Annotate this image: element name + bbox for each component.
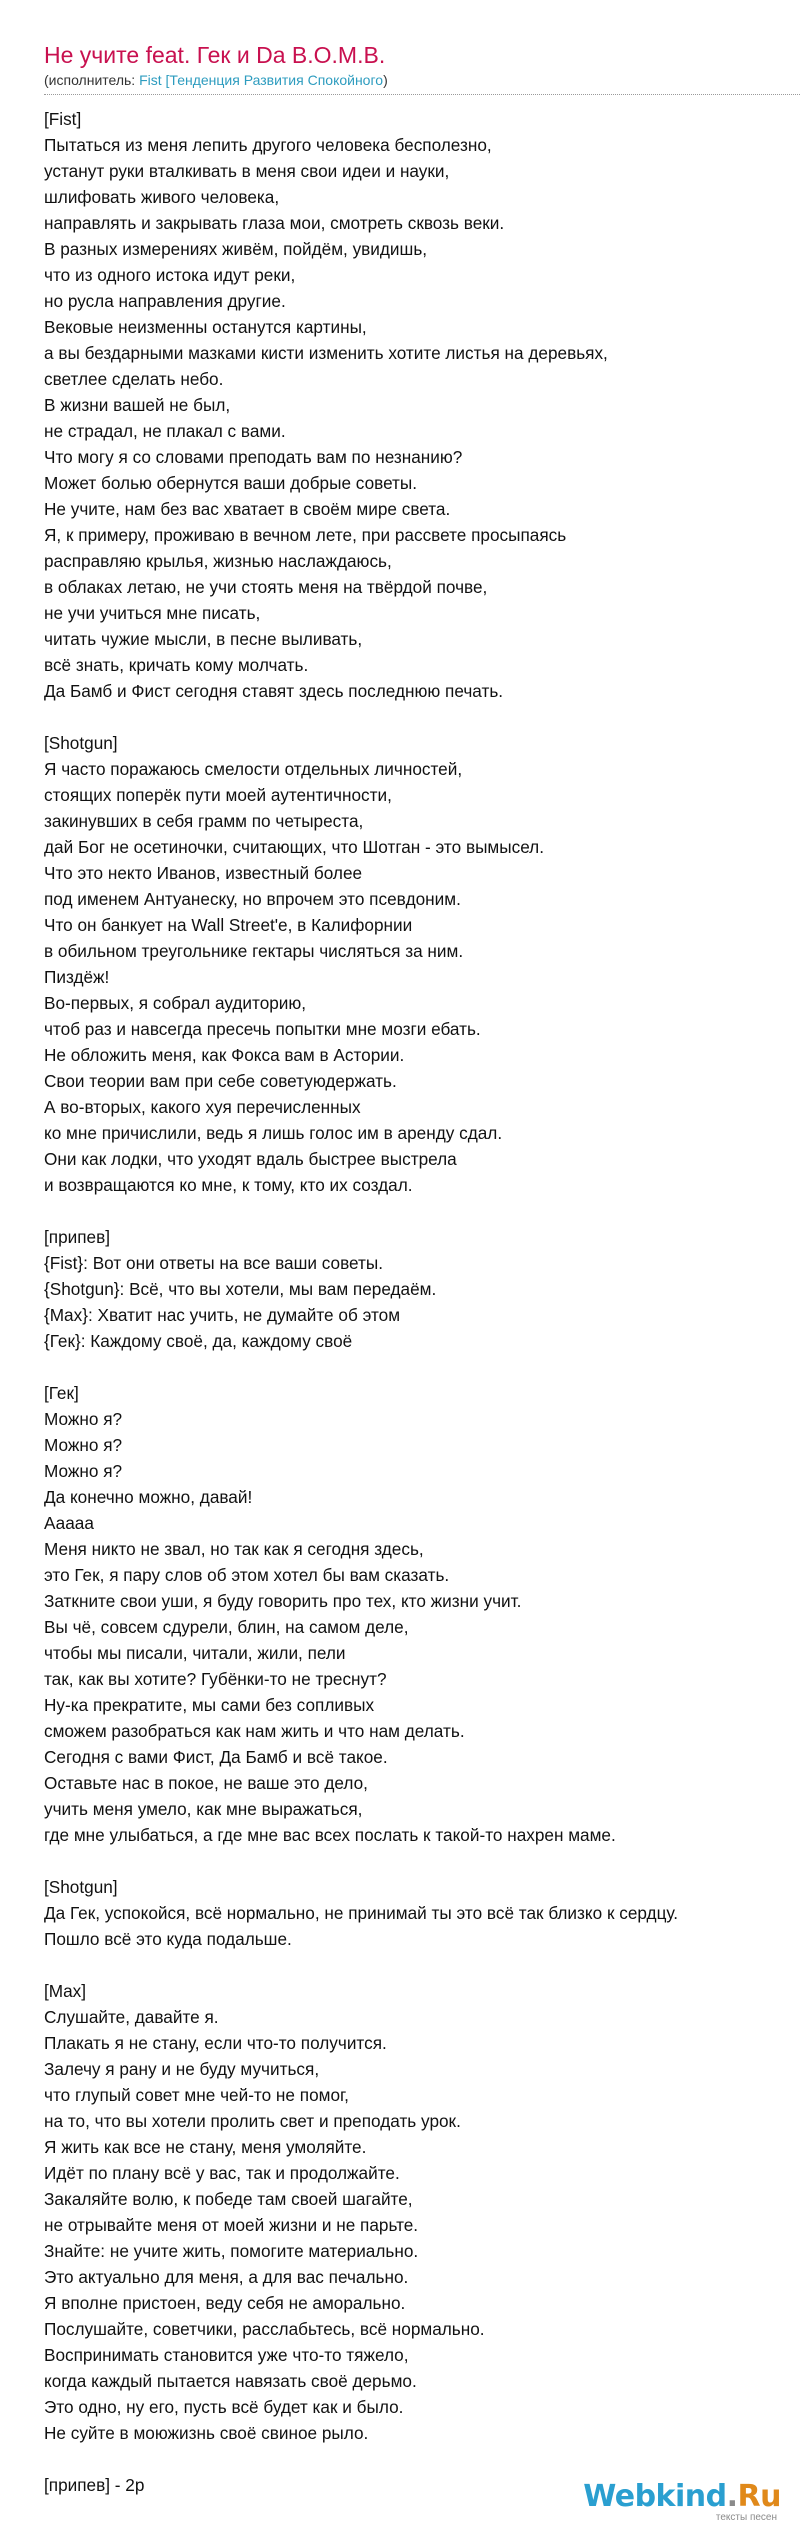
byline-suffix: ) <box>383 72 388 88</box>
lyric-line: на то, что вы хотели пролить свет и преподать урок. <box>44 2111 461 2131</box>
lyric-line: Они как лодки, что уходят вдаль быстрее выстрела <box>44 1149 457 1169</box>
logo-tagline: тексты песен <box>715 2512 777 2523</box>
lyric-line: {Max}: Хватит нас учить, не думайте об этом <box>44 1305 401 1325</box>
lyric-line: чтобы мы писали, читали, жили, пели <box>44 1643 346 1663</box>
lyric-line: Ааааа <box>44 1513 94 1533</box>
webkind-logo[interactable] <box>583 2480 781 2523</box>
section-label: [припев] <box>44 1227 111 1247</box>
lyric-line: Идёт по плану всё у вас, так и продолжайте. <box>44 2163 400 2183</box>
lyric-line: Не суйте в моюжизнь своё свиное рыло. <box>44 2423 369 2443</box>
lyric-line: Что могу я со словами преподать вам по незнанию? <box>44 447 463 467</box>
lyric-line: {Fist}: Вот они ответы на все ваши советы. <box>44 1253 384 1273</box>
lyric-line: Ну-ка прекратите, мы сами без сопливых <box>44 1695 375 1715</box>
lyric-line: Я часто поражаюсь смелости отдельных личностей, <box>44 759 463 779</box>
lyric-line: Я, к примеру, проживаю в вечном лете, при рассвете просыпаясь <box>44 525 567 545</box>
title-divider <box>44 94 801 95</box>
lyric-line: Я вполне пристоен, веду себя не аморально. <box>44 2293 406 2313</box>
section-label: [припев] - 2р <box>44 2475 145 2495</box>
lyric-line: Пиздёж! <box>44 967 110 987</box>
lyric-line: учить меня умело, как мне выражаться, <box>44 1799 363 1819</box>
lyric-line: Это одно, ну его, пусть всё будет как и было. <box>44 2397 404 2417</box>
lyric-line: А во-вторых, какого хуя перечисленных <box>44 1097 361 1117</box>
lyric-line: в облаках летаю, не учи стоять меня на твёрдой почве, <box>44 577 488 597</box>
logo-tld-text: Ru <box>737 2479 781 2514</box>
stanza-break <box>44 1952 801 1978</box>
lyric-line: Что это некто Иванов, известный более <box>44 863 363 883</box>
lyric-line: Не учите, нам без вас хватает в своём мире света. <box>44 499 451 519</box>
stanza-break <box>44 2446 801 2472</box>
lyric-line: и возвращаются ко мне, к тому, кто их создал. <box>44 1175 413 1195</box>
lyric-line: Что он банкует на Wall Street'e, в Калифорнии <box>44 915 413 935</box>
lyric-line: а вы бездарными мазками кисти изменить хотите листья на деревьях, <box>44 343 608 363</box>
lyric-line: чтоб раз и навсегда пресечь попытки мне мозги ебать. <box>44 1019 481 1039</box>
lyric-line: Может болью обернутся ваши добрые советы. <box>44 473 418 493</box>
lyric-line: Пошло всё это куда подальше. <box>44 1929 292 1949</box>
lyric-line: Воспринимать становится уже что-то тяжело, <box>44 2345 409 2365</box>
lyric-line: в обильном треугольнике гектары числяться за ним. <box>44 941 464 961</box>
lyric-line: не отрывайте меня от моей жизни и не парьте. <box>44 2215 419 2235</box>
lyric-line: стоящих поперёк пути моей аутентичности, <box>44 785 392 805</box>
lyric-line: Пытаться из меня лепить другого человека бесполезно, <box>44 135 492 155</box>
lyric-line: где мне улыбаться, а где мне вас всех послать к такой-то нахрен маме. <box>44 1825 616 1845</box>
lyric-line: устанут руки вталкивать в меня свои идеи и науки, <box>44 161 450 181</box>
lyric-line: {Shotgun}: Всё, что вы хотели, мы вам передаём. <box>44 1279 437 1299</box>
lyric-line: Можно я? <box>44 1435 123 1455</box>
lyric-line: Плакать я не стану, если что-то получится. <box>44 2033 387 2053</box>
lyric-line: закинувших в себя грамм по четыреста, <box>44 811 364 831</box>
lyric-line: Да Гек, успокойся, всё нормально, не принимай ты это всё так близко к сердцу. <box>44 1903 679 1923</box>
lyric-line: Я жить как все не стану, меня умоляйте. <box>44 2137 367 2157</box>
lyric-line: когда каждый пытается навязать своё дерьмо. <box>44 2371 417 2391</box>
section-label: [Fist] <box>44 109 82 129</box>
lyric-line: не страдал, не плакал с вами. <box>44 421 286 441</box>
lyric-line: это Гек, я пару слов об этом хотел бы вам сказать. <box>44 1565 450 1585</box>
stanza-break <box>44 1848 801 1874</box>
lyric-line: Это актуально для меня, а для вас печально. <box>44 2267 409 2287</box>
section-label: [Max] <box>44 1981 87 2001</box>
artist-byline <box>44 72 388 88</box>
lyrics-text <box>44 106 801 2498</box>
lyric-line: сможем разобраться как нам жить и что нам делать. <box>44 1721 465 1741</box>
stanza-break <box>44 704 801 730</box>
lyric-line: светлее сделать небо. <box>44 369 224 389</box>
artist-link[interactable]: Fist [Тенденция Развития Спокойного <box>139 72 384 88</box>
lyric-line: шлифовать живого человека, <box>44 187 280 207</box>
logo-dot: . <box>726 2479 738 2514</box>
section-label: [Shotgun] <box>44 1877 118 1897</box>
stanza-break <box>44 1354 801 1380</box>
lyric-line: Не обложить меня, как Фокса вам в Астории. <box>44 1045 405 1065</box>
lyric-line: Залечу я рану и не буду мучиться, <box>44 2059 320 2079</box>
lyric-line: Да конечно можно, давай! <box>44 1487 253 1507</box>
lyric-line: Вы чё, совсем сдурели, блин, на самом деле, <box>44 1617 409 1637</box>
lyric-line: Во-первых, я собрал аудиторию, <box>44 993 307 1013</box>
section-label: [Shotgun] <box>44 733 118 753</box>
logo-wordmark <box>583 2480 781 2514</box>
song-title: Не учите feat. Гек и Da B.O.M.B. <box>44 42 386 68</box>
stanza-break <box>44 1198 801 1224</box>
lyric-line: Можно я? <box>44 1461 123 1481</box>
lyric-line: всё знать, кричать кому молчать. <box>44 655 309 675</box>
logo-main-text: Webkind <box>583 2479 727 2514</box>
lyric-line: дай Бог не осетиночки, считающих, что Шотган - это вымысел. <box>44 837 544 857</box>
lyric-line: что из одного истока идут реки, <box>44 265 296 285</box>
lyric-line: Закаляйте волю, к победе там своей шагайте, <box>44 2189 413 2209</box>
lyric-line: что глупый совет мне чей-то не помог, <box>44 2085 349 2105</box>
lyric-line: Можно я? <box>44 1409 123 1429</box>
lyric-line: не учи учиться мне писать, <box>44 603 261 623</box>
lyric-line: так, как вы хотите? Губёнки-то не треснут? <box>44 1669 387 1689</box>
lyric-line: ко мне причислили, ведь я лишь голос им в аренду сдал. <box>44 1123 503 1143</box>
lyric-line: но русла направления другие. <box>44 291 286 311</box>
lyric-line: Свои теории вам при себе советуюдержать. <box>44 1071 397 1091</box>
lyric-line: под именем Антуанеску, но впрочем это псевдоним. <box>44 889 461 909</box>
lyric-line: Слушайте, давайте я. <box>44 2007 219 2027</box>
lyric-line: Оставьте нас в покое, не ваше это дело, <box>44 1773 368 1793</box>
lyric-line: Меня никто не звал, но так как я сегодня здесь, <box>44 1539 424 1559</box>
lyric-line: В разных измерениях живём, пойдём, увидишь, <box>44 239 428 259</box>
lyric-line: Знайте: не учите жить, помогите материально. <box>44 2241 419 2261</box>
lyric-line: Сегодня с вами Фист, Да Бамб и всё такое. <box>44 1747 388 1767</box>
section-label: [Гек] <box>44 1383 79 1403</box>
lyric-line: читать чужие мысли, в песне выливать, <box>44 629 363 649</box>
lyric-line: Да Бамб и Фист сегодня ставят здесь последнюю печать. <box>44 681 504 701</box>
lyric-line: Заткните свои уши, я буду говорить про тех, кто жизни учит. <box>44 1591 522 1611</box>
lyric-line: В жизни вашей не был, <box>44 395 231 415</box>
byline-prefix: (исполнитель: <box>44 72 140 88</box>
lyric-line: Вековые неизменны останутся картины, <box>44 317 367 337</box>
lyric-line: Послушайте, советчики, расслабьтесь, всё нормально. <box>44 2319 485 2339</box>
lyric-line: {Гек}: Каждому своё, да, каждому своё <box>44 1331 353 1351</box>
lyric-line: направлять и закрывать глаза мои, смотреть сквозь веки. <box>44 213 505 233</box>
lyric-line: расправляю крылья, жизнью наслаждаюсь, <box>44 551 392 571</box>
